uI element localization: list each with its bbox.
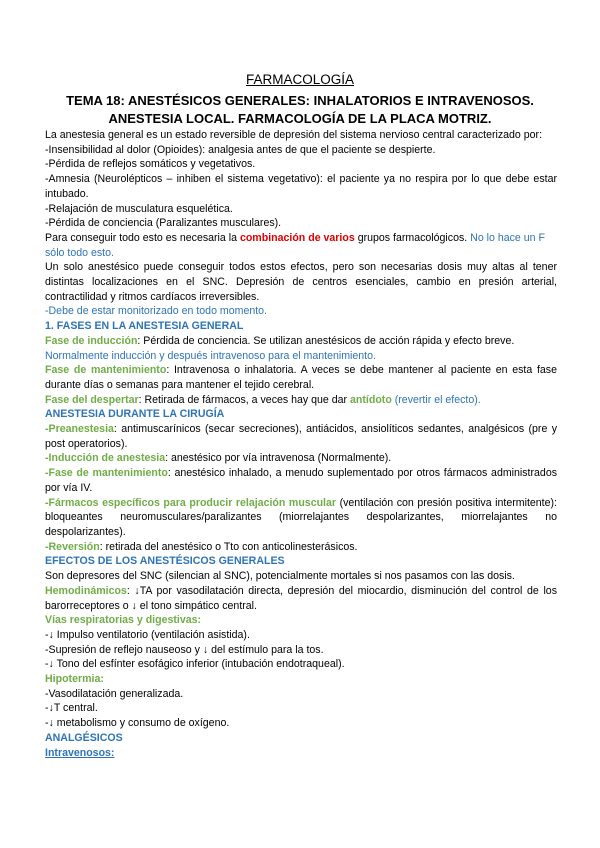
maintenance-item <box>45 466 557 495</box>
topic-heading-line-1: TEMA 18: ANESTÉSICOS GENERALES: INHALATORIOS E INTRAVENOSOS. <box>66 93 534 108</box>
effects-intro: Son depresores del SNC (silencian al SNC), potencialmente mortales si nos pasamos con las dosis. <box>45 570 515 583</box>
combination-text: Para conseguir todo esto es necesaria la <box>45 231 240 244</box>
induction-item <box>45 451 557 466</box>
intro-item: -Amnesia (Neurolépticos – inhiben el sistema vegetativo): el paciente ya no respira por lo que debe estar intubado. <box>45 173 557 200</box>
intravenous-subheading: Intravenosos: <box>45 746 115 759</box>
induction-item-label: -Inducción de anestesia <box>45 452 166 465</box>
respiratory-item: -↓ Impulso ventilatorio (ventilación asistida). <box>45 628 250 641</box>
maintenance-item-label: -Fase de mantenimiento <box>45 467 168 480</box>
hemodynamic-label: Hemodinámicos <box>45 584 127 597</box>
maintenance-item-text: : anestésico inhalado, a menudo suplementado por otros fármacos administrados por vía IV. <box>45 467 558 494</box>
respiratory-item: -↓ Tono del esfínter esofágico inferior (intubación endotraqueal). <box>45 658 345 671</box>
document-body <box>45 128 557 760</box>
hemodynamic-effects <box>45 584 557 613</box>
combination-text-end: grupos farmacológicos. <box>354 231 471 244</box>
intro-item: -Pérdida de reflejos somáticos y vegetativos. <box>45 158 256 171</box>
respiratory-heading <box>45 613 557 628</box>
preanesthesia-item <box>45 422 557 451</box>
respiratory-item: -Supresión de reflejo nauseoso y ↓ del estímulo para la tos. <box>45 643 324 656</box>
antidote-label: antídoto <box>350 393 392 406</box>
muscle-relaxation-text: (ventilación con presión positiva intermitente): bloqueantes neuromusculares/paralizantes (miorrelajantes despolarizantes, miorrelajantes no despolarizantes). <box>45 496 557 538</box>
induction-phase-text: : Pérdida de conciencia. Se utilizan anestésicos de acción rápida y efecto breve. <box>137 334 515 347</box>
antidote-note: (revertir el efecto). <box>391 393 481 406</box>
phases-heading: 1. FASES EN LA ANESTESIA GENERAL <box>45 320 244 333</box>
preanesthesia-label: -Preanestesia <box>45 423 114 436</box>
page-title: FARMACOLOGÍA <box>245 72 355 87</box>
induction-item-text: : anestésico por vía intravenosa (Normalmente). <box>165 452 392 465</box>
combination-paragraph <box>45 231 557 260</box>
wakeup-phase <box>45 393 557 408</box>
single-anesthetic-paragraph: Un solo anestésico puede conseguir todos estos efectos, pero son necesarias dosis muy altas al tener distintas localizaciones en el SNC. Depresión de centros esenciales, cambio en presión arterial, contractilidad y ritmos cardíacos irreversibles. <box>45 261 557 303</box>
maintenance-phase <box>45 363 557 392</box>
wakeup-phase-text: : Retirada de fármacos, a veces hay que dar <box>138 393 351 406</box>
preanesthesia-text: : antimuscarínicos (secar secreciones), antiácidos, ansiolíticos sedantes, analgésicos (pre y post operatorios). <box>45 423 557 450</box>
intro-item: -Relajación de musculatura esquelética. <box>45 202 233 215</box>
muscle-relaxation-item <box>45 496 557 540</box>
combination-highlight: combinación de varios <box>239 231 355 244</box>
induction-phase-label: Fase de inducción <box>45 334 138 347</box>
hypothermia-item: -↓ metabolismo y consumo de oxígeno. <box>45 717 230 730</box>
topic-heading-line-2: ANESTESIA LOCAL. FARMACOLOGÍA DE LA PLACA MOTRIZ. <box>108 111 492 126</box>
topic-heading <box>0 92 600 128</box>
induction-phase <box>45 334 557 349</box>
reversal-text: : retirada del anestésico o Tto con anticolinesterásicos. <box>99 540 358 553</box>
intro-definition: La anestesia general es un estado reversible de depresión del sistema nervioso central caracterizado por: <box>45 129 543 141</box>
monitor-note: -Debe de estar monitorizado en todo momento. <box>45 305 268 318</box>
reversal-label: -Reversión <box>45 540 100 553</box>
maintenance-phase-label: Fase de mantenimiento <box>45 364 167 377</box>
hypothermia-item: -↓T central. <box>45 702 98 715</box>
hypothermia-colon: : <box>100 673 104 686</box>
hemodynamic-text: : ↓TA por vasodilatación directa, depresión del miocardio, disminución del control de los barorreceptores o ↓ el tono simpático central. <box>45 584 557 612</box>
surgery-heading: ANESTESIA DURANTE LA CIRUGÍA <box>45 408 225 421</box>
combination-note: No lo hace un F sólo todo esto. <box>45 231 545 259</box>
hypothermia-heading <box>45 672 557 687</box>
muscle-relaxation-label: -Fármacos específicos para producir relajación muscular <box>45 496 337 509</box>
wakeup-phase-label: Fase del despertar <box>45 393 139 406</box>
respiratory-colon: : <box>197 614 202 627</box>
effects-heading: EFECTOS DE LOS ANESTÉSICOS GENERALES <box>45 555 285 568</box>
hypothermia-label: Hipotermia <box>45 673 101 686</box>
respiratory-label: Vías respiratorias y digestivas <box>45 614 198 627</box>
induction-phase-note: Normalmente inducción y después intravenoso para el mantenimiento. <box>45 349 376 362</box>
intro-item: -Insensibilidad al dolor (Opioides): analgesia antes de que el paciente se despierte. <box>45 143 436 156</box>
analgesics-heading: ANALGÉSICOS <box>45 731 123 744</box>
maintenance-phase-text: : Intravenosa o inhalatoria. A veces se debe mantener al paciente en esta fase durante días o semanas para mantener el tejido cerebral. <box>45 364 557 391</box>
hypothermia-item: -Vasodilatación generalizada. <box>45 687 184 700</box>
reversal-item <box>45 540 557 555</box>
intro-item: -Pérdida de conciencia (Paralizantes musculares). <box>45 217 282 230</box>
